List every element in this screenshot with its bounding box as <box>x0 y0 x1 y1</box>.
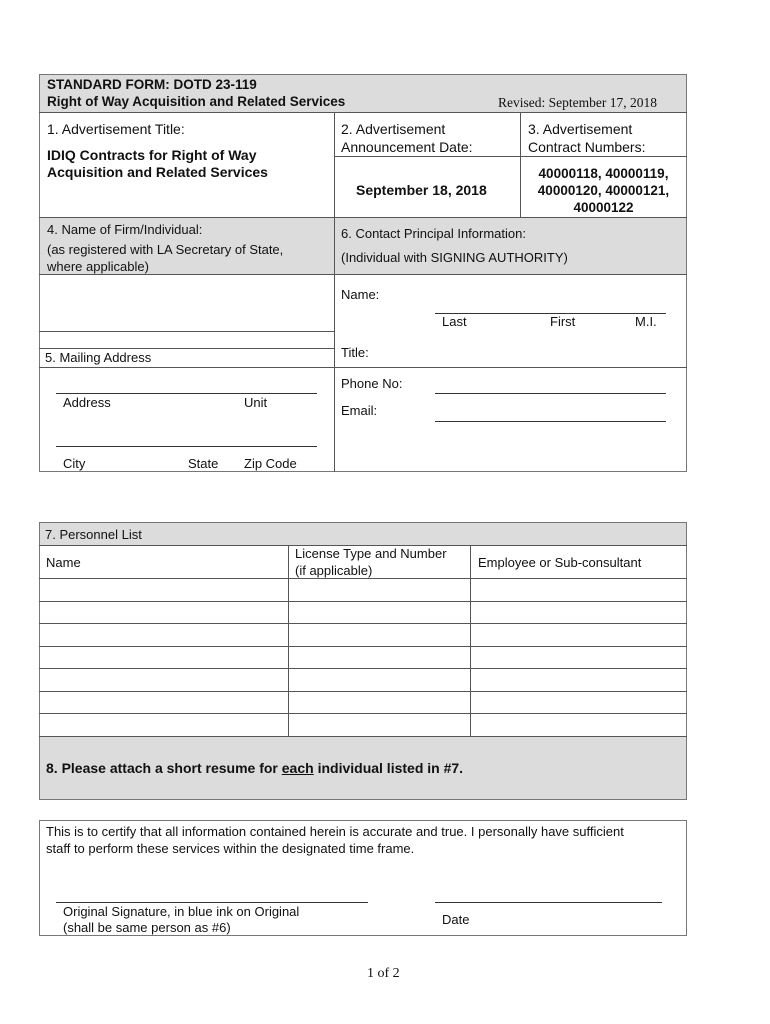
signature-caption-2: (shall be same person as #6) <box>63 920 231 935</box>
divider <box>39 348 334 349</box>
table-row[interactable] <box>40 624 686 646</box>
certification-text-1: This is to certify that all information contained herein is accurate and true. I personally have sufficient <box>46 824 624 839</box>
personnel-list-label: 7. Personnel List <box>45 527 142 542</box>
address-field-line[interactable] <box>56 393 317 394</box>
divider <box>39 217 687 218</box>
table-row[interactable] <box>40 669 686 691</box>
advertisement-title-label: 1. Advertisement Title: <box>47 121 185 137</box>
city-state-zip-field-line[interactable] <box>56 446 317 447</box>
table-row[interactable] <box>40 647 686 668</box>
contact-title-label: Title: <box>341 345 369 360</box>
contract-numbers-value-2: 40000120, 40000121, <box>537 183 670 198</box>
resume-instruction-before: 8. Please attach a short resume for <box>46 760 282 776</box>
table-row[interactable] <box>40 714 686 736</box>
divider <box>39 736 687 737</box>
phone-field-line[interactable] <box>435 393 666 394</box>
contact-principal-note: (Individual with SIGNING AUTHORITY) <box>341 250 568 265</box>
divider <box>334 112 335 472</box>
resume-instruction-underlined: each <box>281 760 314 776</box>
firm-name-field[interactable] <box>41 276 333 330</box>
last-caption: Last <box>442 314 467 329</box>
page-number: 1 of 2 <box>367 966 400 981</box>
divider <box>39 367 687 368</box>
address-caption: Address <box>63 395 111 410</box>
email-label: Email: <box>341 403 378 418</box>
contract-numbers-value-3: 40000122 <box>573 200 634 215</box>
mailing-address-label: 5. Mailing Address <box>45 350 152 365</box>
first-caption: First <box>550 314 576 329</box>
contact-name-label: Name: <box>341 287 380 302</box>
announcement-date-label-1: 2. Advertisement <box>341 121 446 137</box>
email-field-line[interactable] <box>435 421 666 422</box>
date-field-line[interactable] <box>435 902 662 903</box>
certification-text-2: staff to perform these services within the designated time frame. <box>46 841 415 856</box>
state-caption: State <box>188 456 219 471</box>
column-header-name: Name <box>46 555 81 570</box>
firm-name-note-2: where applicable) <box>47 259 149 274</box>
signature-field-line[interactable] <box>56 902 368 903</box>
contract-numbers-label-1: 3. Advertisement <box>528 121 633 137</box>
resume-instruction-after: individual listed in #7. <box>313 760 464 776</box>
contract-numbers-value-1: 40000118, 40000119, <box>538 166 669 181</box>
unit-caption: Unit <box>244 395 268 410</box>
firm-name-note-1: (as registered with LA Secretary of State, <box>47 242 284 257</box>
announcement-date-value: September 18, 2018 <box>356 182 487 198</box>
advertisement-title-value-1: IDIQ Contracts for Right of Way <box>47 147 257 163</box>
city-caption: City <box>63 456 86 471</box>
signature-caption-1: Original Signature, in blue ink on Original <box>63 904 300 919</box>
column-header-license-2: (if applicable) <box>295 563 373 578</box>
zip-caption: Zip Code <box>244 456 297 471</box>
divider <box>334 156 687 157</box>
divider <box>39 331 334 332</box>
contact-principal-label: 6. Contact Principal Information: <box>341 226 526 241</box>
phone-label: Phone No: <box>341 376 403 391</box>
date-caption: Date <box>442 912 470 927</box>
contract-numbers-label-2: Contract Numbers: <box>528 139 646 155</box>
divider <box>39 112 687 113</box>
column-header-license-1: License Type and Number <box>295 546 447 561</box>
form-subtitle: Right of Way Acquisition and Related Services <box>47 94 346 109</box>
table-row[interactable] <box>40 579 686 601</box>
table-row[interactable] <box>40 602 686 623</box>
mi-caption: M.I. <box>635 314 657 329</box>
firm-name-label: 4. Name of Firm/Individual: <box>47 222 203 237</box>
advertisement-title-value-2: Acquisition and Related Services <box>47 164 268 180</box>
column-header-employee: Employee or Sub-consultant <box>478 555 642 570</box>
table-row[interactable] <box>40 692 686 713</box>
resume-instruction <box>46 760 463 776</box>
revised-date: Revised: September 17, 2018 <box>498 95 657 110</box>
announcement-date-label-2: Announcement Date: <box>341 139 473 155</box>
form-title: STANDARD FORM: DOTD 23-119 <box>47 77 257 92</box>
